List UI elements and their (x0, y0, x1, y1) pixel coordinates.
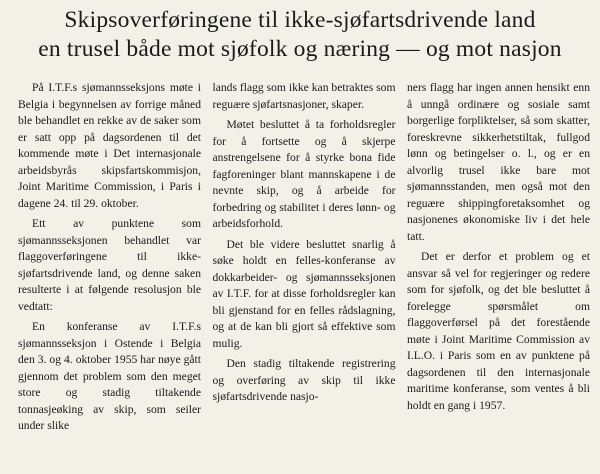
paragraph-continued: ners flagg har ingen annen hensikt enn å unngå ordinære og sosiale samt borgerlige forpliktelser, så som skatter, foreskrevne sikkerhetstiltak, fullgod lønn og betingelser o. l., og er en alvorlig trusel ikke bare mot sjømannsstanden, men også mot den reguære shippingforetaksomhet og nasjonenes økonomiske liv i det hele tatt. (407, 81, 590, 243)
paragraph: Det er derfor et problem og et ansvar så vel for regjeringer og redere som for sjøfolk, og det ble besluttet å forelegge spørsmålet om flaggoverførsel på det forestående møte i Joint Maritime Commission av I.L.O. i Paris som en av punktene på dagsordenen til den internasjonale maritime konferanse, som ventes å bli holdt en gang i 1957. (407, 250, 590, 412)
column-2 (213, 80, 396, 470)
headline-line-1: Skipsoverføringene til ikke-sjøfartsdrivende land (64, 7, 536, 33)
headline (8, 6, 592, 64)
paragraph: Den stadig tiltakende registrering og overføring av skip til ikke sjøfartsdrivende nasjo- (212, 357, 396, 403)
paragraph-continued: lands flagg som ikke kan betraktes som reguære sjøfartsnasjoner, skaper. (212, 81, 396, 111)
headline-line-2: en trusel både mot sjøfolk og næring — og mot nasjon (38, 36, 562, 62)
column-3 (407, 80, 590, 470)
article-columns (18, 80, 590, 470)
paragraph: På I.T.F.s sjømannsseksjons møte i Belgia i begynnelsen av forrige måned ble behandlet en rekke av de saker som er satt opp på dagsordenen til det kommende møte i Det internasjonale arbeidsbyrås skipsfartskommisjon, Joint Maritime Commission, i Paris i dagene 24. til 29. oktober. (18, 81, 201, 210)
paragraph: En konferanse av I.T.F.s sjømannsseksjon i Ostende i Belgia den 3. og 4. oktober 1955 har nøye gått gjennom det problem som den meget store og stadig tiltakende tonnasjeøking av skip, som seiler under slike (18, 320, 201, 432)
paragraph: Møtet besluttet å ta forholdsregler for å fortsette og å skjerpe anstrengelsene for å styrke bona fide fagforeninger blant mannskapene i de nevnte skip, og å arbeide for forbedring og stabilitet i deres lønn- og arbeidsforhold. (212, 118, 396, 230)
paragraph: Det ble videre besluttet snarlig å søke holdt en felles-konferanse av dokkarbeider- og sjømannsseksjonen av I.T.F. for at disse forholdsregler kan bli gjenstand for en felles rådslagning, og at de kan bli gjort så effektive som mulig. (212, 237, 396, 350)
paragraph: Ett av punktene som sjømannsseksjonen behandlet var flaggoverføringene til ikke-sjøfartsdrivende land, og denne saken resulterte i at følgende resolusjon ble vedtatt: (18, 217, 201, 313)
column-1 (18, 80, 201, 470)
